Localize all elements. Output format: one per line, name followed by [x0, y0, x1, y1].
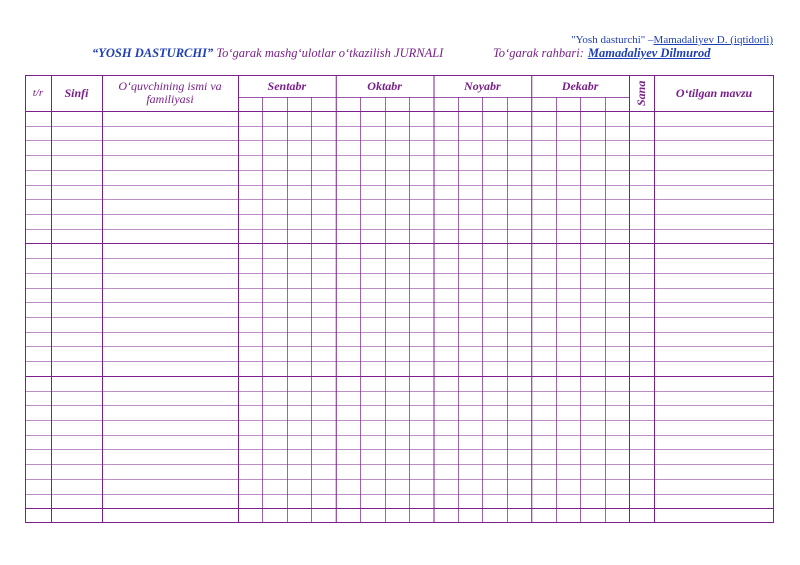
header-topic: O‘tilgan mavzu	[675, 85, 753, 100]
header-date: Sana	[634, 80, 648, 106]
header-student-name: O‘quvchining ismi va familiyasi	[118, 79, 222, 106]
corner-link[interactable]: Mamadaliyev D. (iqtidorli)	[653, 34, 773, 46]
corner-dash: –	[645, 34, 654, 46]
club-name: “YOSH DASTURCHI”	[92, 46, 214, 60]
club-corner-note	[571, 34, 773, 46]
header-month-dekabr: Dekabr	[561, 78, 599, 93]
journal-title	[92, 46, 443, 61]
leader-name[interactable]: Mamadaliyev Dilmurod	[587, 46, 711, 60]
header-class: Sinfi	[64, 85, 89, 100]
header-index: t/r	[32, 86, 44, 99]
header-month-oktabr: Oktabr	[367, 78, 402, 93]
header-month-noyabr: Noyabr	[464, 78, 501, 93]
journal-grid	[25, 75, 774, 523]
header-month-sentabr: Sentabr	[267, 78, 307, 93]
club-leader	[493, 46, 710, 61]
attendance-journal-table	[25, 75, 774, 523]
corner-close-quote: "	[640, 34, 646, 46]
leader-label: To‘garak rahbari:	[493, 46, 584, 60]
corner-club-name: Yosh dasturchi	[575, 34, 641, 46]
journal-title-text: To‘garak mashg‘ulotlar o‘tkazilish JURNALI	[216, 46, 444, 60]
corner-open-quote: "	[571, 34, 576, 46]
